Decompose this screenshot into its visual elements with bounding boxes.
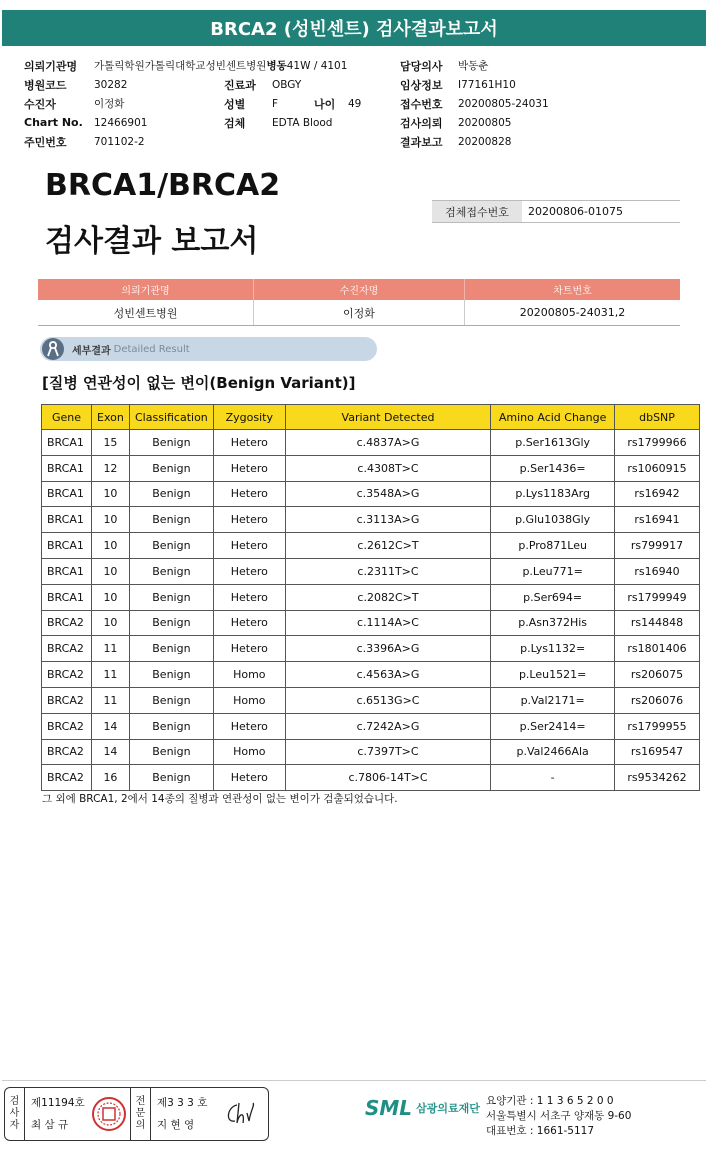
variant-cell: Benign [129, 713, 213, 739]
doctor-value: 박동춘 [458, 60, 489, 72]
variant-cell: rs206075 [615, 662, 700, 688]
variant-cell: Benign [129, 455, 213, 481]
variant-cell: 10 [91, 558, 129, 584]
variant-cell: rs9534262 [615, 765, 700, 791]
variant-cell: 14 [91, 739, 129, 765]
request-value: 20200805 [458, 116, 512, 129]
chart-label: Chart No. [24, 116, 83, 129]
variant-cell: Hetero [213, 610, 285, 636]
institution-label: 의뢰기관명 [24, 59, 78, 73]
variant-cell: 10 [91, 481, 129, 507]
variant-cell: c.4308T>C [285, 455, 490, 481]
variant-cell: rs1799966 [615, 430, 700, 456]
specimen-receipt-label: 검체접수번호 [432, 201, 522, 222]
variant-cell: p.Pro871Leu [491, 533, 615, 559]
variant-cell: BRCA2 [42, 610, 92, 636]
variant-cell: BRCA1 [42, 584, 92, 610]
result-note: 그 외에 BRCA1, 2에서 14종의 질병과 연관성이 없는 변이가 검출되었습니다. [42, 793, 398, 805]
variant-cell: rs1060915 [615, 455, 700, 481]
specimen-receipt-box [432, 200, 680, 223]
hospital-code-label: 병원코드 [24, 78, 67, 92]
variant-cell: rs1801406 [615, 636, 700, 662]
lab-phone: 대표번호 : 1661-5117 [486, 1125, 595, 1137]
receipt-value: 20200805-24031 [458, 97, 549, 110]
clinical-value: I77161H10 [458, 78, 516, 91]
variant-cell: c.7242A>G [285, 713, 490, 739]
request-label: 검사의뢰 [400, 116, 443, 130]
variant-cell: Benign [129, 765, 213, 791]
lab-code: 요양기관 : 1 1 3 6 5 2 0 0 [486, 1095, 614, 1107]
variant-cell: 10 [91, 507, 129, 533]
variant-cell: rs206076 [615, 687, 700, 713]
table-row [42, 713, 700, 739]
patient-value: 이정화 [94, 98, 125, 110]
patient-info-table [38, 279, 680, 326]
variant-cell: BRCA1 [42, 481, 92, 507]
variant-cell: c.6513G>C [285, 687, 490, 713]
receipt-label: 접수번호 [400, 97, 443, 111]
lab-address [486, 1094, 631, 1139]
variant-col-header: Zygosity [213, 405, 285, 430]
variant-cell: c.3396A>G [285, 636, 490, 662]
variant-cell: BRCA1 [42, 430, 92, 456]
specimen-value: EDTA Blood [272, 116, 333, 129]
table-row [42, 662, 700, 688]
variant-cell: Benign [129, 662, 213, 688]
variant-cell: rs16940 [615, 558, 700, 584]
variant-cell: c.2311T>C [285, 558, 490, 584]
variant-cell: p.Glu1038Gly [491, 507, 615, 533]
table-row [42, 455, 700, 481]
report-header-bar [2, 10, 706, 46]
sex-label: 성별 [224, 97, 246, 111]
table-row [42, 739, 700, 765]
signature-box [4, 1087, 269, 1141]
section-title: [질병 연관성이 없는 변이(Benign Variant)] [42, 374, 356, 392]
awareness-ribbon-icon [42, 338, 64, 360]
report-title-line1: BRCA1/BRCA2 [45, 168, 281, 203]
specimen-receipt-value: 20200806-01075 [528, 205, 623, 218]
footer-divider [2, 1080, 706, 1081]
clinical-label: 임상정보 [400, 78, 443, 92]
variant-cell: c.2612C>T [285, 533, 490, 559]
info-header-chart: 차트번호 [553, 286, 592, 297]
table-row [42, 610, 700, 636]
report-header-title: BRCA2 (성빈센트) 검사결과보고서 [210, 19, 498, 40]
variant-cell: 16 [91, 765, 129, 791]
info-header-patient: 수진자명 [254, 279, 465, 300]
table-row [42, 687, 700, 713]
age-label: 나이 [314, 97, 336, 111]
variant-cell: BRCA2 [42, 636, 92, 662]
variant-cell: 11 [91, 636, 129, 662]
variant-cell: p.Leu1521= [491, 662, 615, 688]
specialist-cell [151, 1088, 221, 1140]
report-title-line2: 검사결과 보고서 [45, 224, 259, 259]
ward-label: 병동 [266, 60, 287, 72]
variant-cell: p.Val2466Ala [491, 739, 615, 765]
variant-cell: p.Lys1132= [491, 636, 615, 662]
variant-cell: Benign [129, 533, 213, 559]
specialist-vertical-label: 전 문 의 [131, 1088, 151, 1140]
info-value-chart: 20200805-24031,2 [519, 306, 626, 319]
table-row [42, 481, 700, 507]
specialist-number: 제3 3 3 호 [157, 1097, 208, 1109]
variant-cell: BRCA2 [42, 687, 92, 713]
rrn-value: 701102-2 [94, 135, 145, 148]
variant-cell: Homo [213, 662, 285, 688]
variant-cell: rs169547 [615, 739, 700, 765]
variant-cell: Hetero [213, 558, 285, 584]
table-row [42, 430, 700, 456]
ward-value: 41W / 4101 [286, 59, 348, 72]
variant-table [41, 404, 700, 791]
variant-col-header: Variant Detected [285, 405, 490, 430]
variant-cell: rs1799949 [615, 584, 700, 610]
seal-stamp [87, 1088, 131, 1140]
variant-cell: Hetero [213, 713, 285, 739]
variant-cell: rs144848 [615, 610, 700, 636]
examiner-number: 제11194호 [31, 1097, 85, 1109]
variant-cell: Hetero [213, 507, 285, 533]
lab-logo [365, 1096, 480, 1120]
lab-name: 삼광의료재단 [416, 1102, 480, 1115]
variant-cell: p.Ser1613Gly [491, 430, 615, 456]
variant-cell: Benign [129, 687, 213, 713]
variant-cell: 10 [91, 584, 129, 610]
variant-cell: p.Ser694= [491, 584, 615, 610]
variant-cell: Benign [129, 610, 213, 636]
variant-cell: 10 [91, 610, 129, 636]
variant-cell: BRCA2 [42, 662, 92, 688]
chart-value: 12466901 [94, 116, 148, 129]
meta-left [24, 56, 404, 151]
variant-cell: Hetero [213, 481, 285, 507]
specimen-label: 검체 [224, 116, 246, 130]
variant-cell: Benign [129, 558, 213, 584]
variant-cell: Homo [213, 687, 285, 713]
table-row [42, 636, 700, 662]
info-value-institution: 성빈센트병원 [38, 300, 254, 325]
patient-label: 수진자 [24, 97, 56, 111]
meta-right [400, 56, 700, 151]
variant-col-header: Amino Acid Change [491, 405, 615, 430]
dept-value: OBGY [272, 78, 302, 91]
variant-cell: 10 [91, 533, 129, 559]
sex-value: F [272, 97, 279, 110]
detailed-result-en: Detailed Result [113, 343, 190, 355]
variant-cell: Hetero [213, 430, 285, 456]
variant-cell: rs1799955 [615, 713, 700, 739]
variant-cell: BRCA2 [42, 739, 92, 765]
variant-cell: p.Leu771= [491, 558, 615, 584]
variant-cell: 15 [91, 430, 129, 456]
variant-cell: BRCA1 [42, 558, 92, 584]
detailed-result-ko: 세부결과 [72, 345, 111, 357]
variant-cell: Benign [129, 584, 213, 610]
variant-cell: Hetero [213, 455, 285, 481]
rrn-label: 주민번호 [24, 135, 67, 149]
table-row [42, 584, 700, 610]
doctor-label: 담당의사 [400, 59, 443, 73]
variant-cell: BRCA1 [42, 455, 92, 481]
variant-cell: rs16942 [615, 481, 700, 507]
variant-cell: BRCA1 [42, 507, 92, 533]
table-row [42, 558, 700, 584]
variant-cell: p.Asn372His [491, 610, 615, 636]
variant-cell: Hetero [213, 584, 285, 610]
variant-cell: 11 [91, 662, 129, 688]
variant-cell: rs799917 [615, 533, 700, 559]
variant-col-header: Exon [91, 405, 129, 430]
variant-cell: c.7806-14T>C [285, 765, 490, 791]
detailed-result-banner [40, 337, 377, 361]
variant-cell: c.3113A>G [285, 507, 490, 533]
variant-cell: c.7397T>C [285, 739, 490, 765]
report-label: 결과보고 [400, 135, 443, 149]
variant-cell: c.4563A>G [285, 662, 490, 688]
lab-street-address: 서울특별시 서초구 양재동 9-60 [486, 1110, 632, 1122]
variant-cell: Hetero [213, 533, 285, 559]
variant-cell: rs16941 [615, 507, 700, 533]
variant-cell: p.Ser2414= [491, 713, 615, 739]
variant-cell: 12 [91, 455, 129, 481]
age-value: 49 [348, 97, 362, 110]
variant-cell: BRCA1 [42, 533, 92, 559]
variant-cell: p.Val2171= [491, 687, 615, 713]
variant-cell: Benign [129, 507, 213, 533]
signature-image [221, 1088, 261, 1140]
variant-cell: p.Ser1436= [491, 455, 615, 481]
table-row [42, 765, 700, 791]
variant-cell: Benign [129, 481, 213, 507]
examiner-vertical-label: 검 사 자 [5, 1088, 25, 1140]
info-value-patient: 이정화 [254, 300, 465, 325]
variant-col-header: Gene [42, 405, 92, 430]
variant-cell: Hetero [213, 636, 285, 662]
institution-value: 가톨릭학원가톨릭대학교성빈센트병원 [94, 60, 267, 72]
variant-cell: Benign [129, 636, 213, 662]
table-row [42, 507, 700, 533]
table-row [42, 533, 700, 559]
specialist-name: 지 현 영 [157, 1119, 195, 1131]
examiner-cell [25, 1088, 87, 1140]
variant-cell: BRCA2 [42, 713, 92, 739]
variant-cell: c.1114A>C [285, 610, 490, 636]
variant-col-header: Classification [129, 405, 213, 430]
variant-cell: c.2082C>T [285, 584, 490, 610]
hospital-code-value: 30282 [94, 78, 128, 91]
variant-col-header: dbSNP [615, 405, 700, 430]
variant-cell: 11 [91, 687, 129, 713]
info-header-institution: 의뢰기관명 [38, 279, 254, 300]
dept-label: 진료과 [224, 78, 256, 92]
variant-cell: 14 [91, 713, 129, 739]
variant-cell: Benign [129, 739, 213, 765]
variant-cell: BRCA2 [42, 765, 92, 791]
variant-cell: Homo [213, 739, 285, 765]
examiner-name: 최 삼 규 [31, 1119, 69, 1131]
sml-logo-mark: SML [365, 1096, 413, 1120]
variant-cell: c.4837A>G [285, 430, 490, 456]
variant-cell: - [491, 765, 615, 791]
variant-cell: Benign [129, 430, 213, 456]
variant-cell: c.3548A>G [285, 481, 490, 507]
report-value: 20200828 [458, 135, 512, 148]
variant-cell: Hetero [213, 765, 285, 791]
variant-cell: p.Lys1183Arg [491, 481, 615, 507]
